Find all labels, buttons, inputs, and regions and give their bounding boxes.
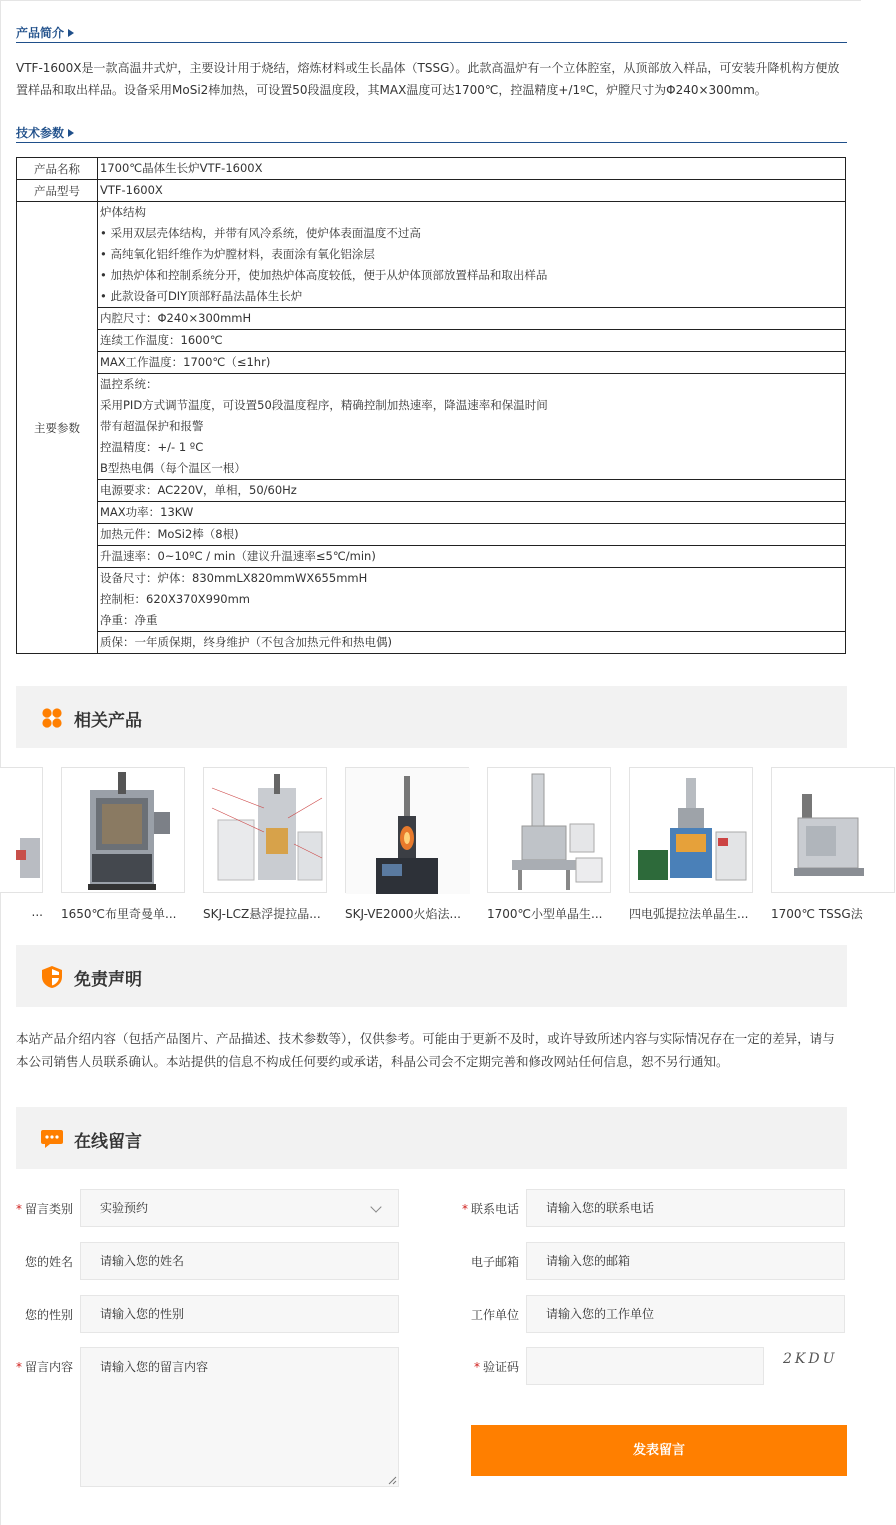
product-card[interactable] [771,767,895,922]
spec-line: 采用PID方式调节温度，可设置50段温度程序，精确控制加热速率，降温速率和保温时间 [100,398,548,412]
related-products-carousel[interactable] [16,767,863,927]
table-row [17,202,846,308]
spec-line: 带有超温保护和报警 [100,419,204,433]
product-card[interactable] [345,767,469,922]
intro-section-header [16,17,847,43]
spec-line: 内腔尺寸：Φ240×300mmH [100,311,252,325]
product-caption[interactable]: SKJ-LCZ悬浮提拉晶... [203,907,321,921]
gender-label: 您的性别 [24,1308,73,1322]
table-row [17,352,846,374]
table-row [17,524,846,546]
category-label: * 留言类别 [15,1202,73,1216]
spec-line: 设备尺寸：炉体：830mmLX820mmWX655mmH [100,571,368,585]
product-caption[interactable]: 1700℃小型单晶生... [487,907,603,921]
spec-value [98,202,846,308]
name-row [1,1242,401,1280]
spec-key: 主要参数 [17,202,98,654]
related-products-header [16,686,847,748]
table-row [17,308,846,330]
spec-line: 质保：一年质保期，终身维护（不包含加热元件和热电偶) [100,635,392,649]
spec-line: 连续工作温度：1600℃ [100,333,223,347]
disclaimer-header [16,945,847,1007]
submit-button[interactable]: 发表留言 [471,1425,847,1476]
spec-key: 产品名称 [17,158,98,180]
product-card[interactable] [487,767,611,922]
email-row [451,1242,851,1280]
product-caption[interactable]: SKJ-VE2000火焰法... [345,907,461,921]
specs-section-header [16,117,847,143]
captcha-input[interactable] [526,1347,764,1385]
spec-value: 1700℃晶体生长炉VTF-1600X [98,158,846,180]
resize-handle-icon[interactable] [388,1476,397,1485]
spec-line: MAX工作温度：1700℃（≤1hr) [100,355,271,369]
company-row [451,1295,851,1333]
content-row [1,1347,401,1385]
product-image[interactable] [345,767,469,893]
spec-line: • 加热炉体和控制系统分开，使加热炉体高度较低，便于从炉体顶部放置样品和取出样品 [100,268,548,282]
disclaimer-text: 本站产品介绍内容（包括产品图片、产品描述、技术参数等），仅供参考。可能由于更新不及时，或许导致所述内容与实际情况存在一定的差异，请与本公司销售人员联系确认。本站提供的信息不构成任何要约或承诺，科晶公司会不定期完善和修改网站任何信息，恕不另行通知。 [16,1031,835,1069]
spec-value [98,308,846,330]
table-row [17,330,846,352]
phone-input[interactable]: 请输入您的联系电话 [526,1189,845,1227]
spec-line: B型热电偶（每个温区一根） [100,461,246,475]
product-caption[interactable]: 1650℃布里奇曼单... [61,907,177,921]
product-card[interactable] [629,767,753,922]
table-row [17,480,846,502]
spec-value [98,374,846,480]
table-row [17,502,846,524]
table-row [17,568,846,632]
table-row [17,180,846,202]
spec-value [98,480,846,502]
table-row [17,546,846,568]
gender-row [1,1295,401,1333]
spec-value [98,568,846,632]
product-image[interactable] [61,767,185,893]
product-image[interactable] [203,767,327,893]
table-row [17,632,846,654]
clover-icon [40,706,64,730]
spec-line: 控制柜：620X370X990mm [100,592,251,606]
product-image[interactable] [771,767,895,893]
company-label: 工作单位 [470,1308,519,1322]
company-input[interactable]: 请输入您的工作单位 [526,1295,845,1333]
spec-line: 炉体结构 [100,205,146,219]
captcha-image[interactable]: 2KDU [783,1351,838,1367]
captcha-label: * 验证码 [473,1360,519,1374]
content-textarea[interactable]: 请输入您的留言内容 [80,1347,399,1487]
product-image[interactable] [0,767,43,893]
chat-bubble-icon [40,1127,64,1151]
product-card[interactable] [61,767,185,922]
phone-label: * 联系电话 [461,1202,519,1216]
spec-value [98,632,846,654]
intro-text: VTF-1600X是一款高温井式炉，主要设计用于烧结，熔炼材料或生长晶体（TSSG）。此款高温炉有一个立体腔室，从顶部放入样品，可安装升降机构方便放置样品和取出样品。设备采用MoSi2棒加热，可设置50段温度段，其MAX温度可达1700℃，控温精度+/1ºC，炉膛尺寸为Φ240×300mm。 [16,61,840,97]
table-row [17,158,846,180]
spec-line: • 采用双层壳体结构，并带有风冷系统，使炉体表面温度不过高 [100,226,421,240]
category-select[interactable] [80,1189,399,1227]
message-form-title: 在线留言 [74,1132,142,1152]
intro-title: 产品简介 [16,24,74,41]
related-products-title: 相关产品 [74,711,142,731]
product-caption[interactable]: 四电弧提拉法单晶生... [629,907,749,921]
product-image[interactable] [629,767,753,893]
product-caption[interactable]: 1700℃ TSSG法 [771,907,863,921]
content-label: * 留言内容 [15,1360,73,1374]
spec-line: 电源要求：AC220V，单相，50/60Hz [100,483,297,497]
spec-key: 产品型号 [17,180,98,202]
product-card[interactable] [0,767,43,919]
spec-value: VTF-1600X [98,180,846,202]
spec-value [98,546,846,568]
spec-value [98,352,846,374]
product-caption[interactable]: ... [31,905,43,919]
email-label: 电子邮箱 [470,1255,519,1269]
name-input[interactable]: 请输入您的姓名 [80,1242,399,1280]
shield-icon [40,965,64,989]
category-selected-value: 实验预约 [100,1201,149,1215]
spec-line: 温控系统： [100,377,158,391]
spec-value [98,524,846,546]
table-row [17,374,846,480]
spec-value [98,330,846,352]
triangle-right-icon [68,29,74,37]
email-input[interactable]: 请输入您的邮箱 [526,1242,845,1280]
specs-title: 技术参数 [16,124,74,141]
spec-line: • 此款设备可DIY顶部籽晶法晶体生长炉 [100,289,303,303]
gender-input[interactable]: 请输入您的性别 [80,1295,399,1333]
spec-line: 加热元件：MoSi2棒（8根) [100,527,239,541]
phone-row [451,1189,851,1227]
spec-line: MAX功率：13KW [100,505,194,519]
category-row [1,1189,401,1227]
product-image[interactable] [487,767,611,893]
triangle-right-icon [68,129,74,137]
name-label: 您的姓名 [24,1255,73,1269]
specs-table [16,157,846,654]
spec-line: 净重：净重 [100,613,158,627]
message-form-header [16,1107,847,1169]
disclaimer-title: 免责声明 [74,970,142,990]
spec-line: 升温速率：0~10ºC / min（建议升温速率≤5℃/min) [100,549,376,563]
chevron-down-icon [370,1201,381,1212]
spec-line: • 高纯氧化铝纤维作为炉膛材料，表面涂有氧化铝涂层 [100,247,375,261]
product-card[interactable] [203,767,327,922]
spec-value [98,502,846,524]
spec-line: 控温精度：+/- 1 ºC [100,440,204,454]
